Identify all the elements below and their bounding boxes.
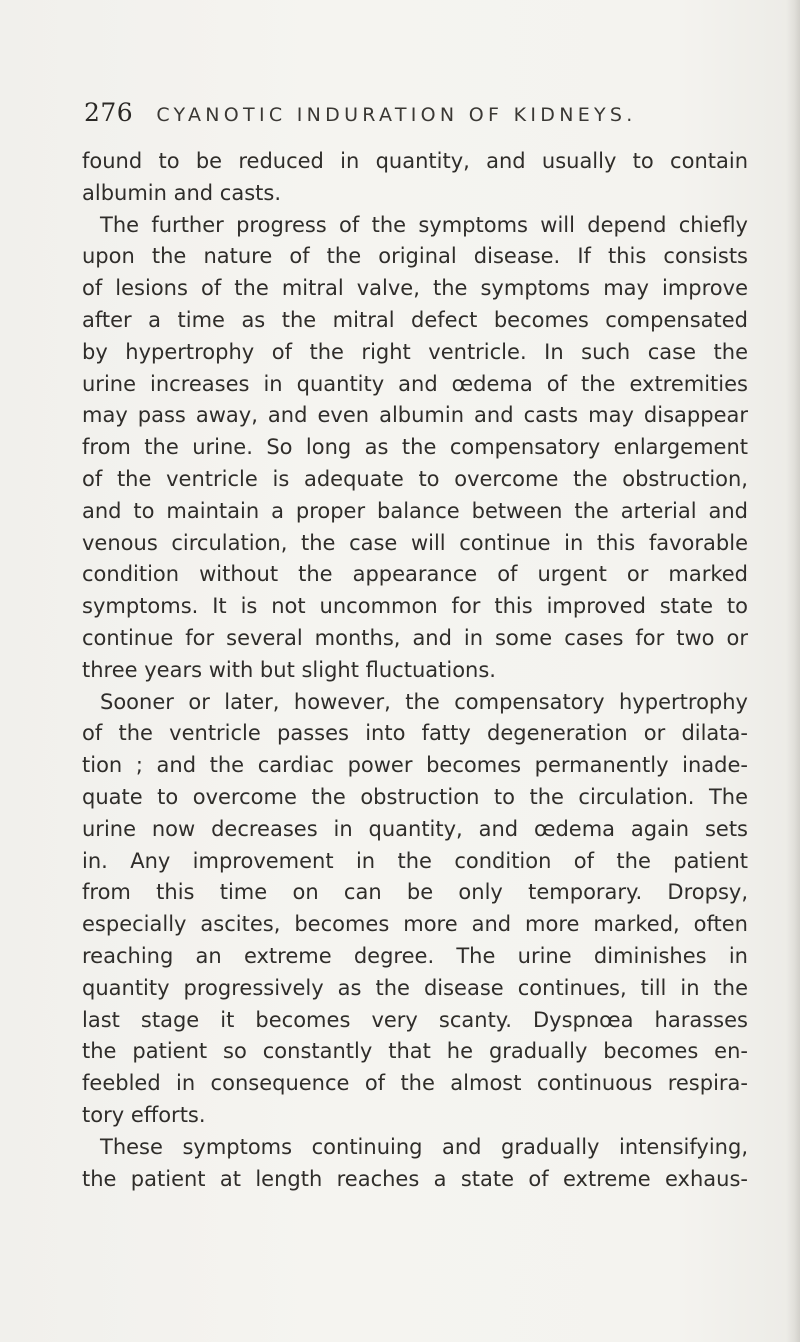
paragraph-start-line: These symptoms continuing and gradually intensifying,: [100, 1134, 748, 1159]
text-line: tion ; and the cardiac power becomes permanently inade-: [82, 753, 748, 778]
page-header: [84, 98, 764, 138]
text-line: quate to overcome the obstruction to the circulation. The: [82, 784, 748, 809]
text-line: continue for several months, and in some cases for two or: [82, 625, 748, 650]
text-line: of the ventricle passes into fatty degeneration or dilata-: [82, 721, 748, 746]
text-line: symptoms. It is not uncommon for this improved state to: [82, 594, 748, 619]
text-line: from the urine. So long as the compensatory enlargement: [82, 435, 748, 460]
text-line: condition without the appearance of urgent or marked: [82, 562, 748, 587]
text-line: urine now decreases in quantity, and œdema again sets: [82, 816, 748, 841]
text-line: tory efforts.: [82, 1102, 206, 1127]
text-line: feebled in consequence of the almost continuous respira-: [82, 1071, 748, 1096]
text-line: venous circulation, the case will continue in this favorable: [82, 530, 748, 555]
text-line: in. Any improvement in the condition of the patient: [82, 848, 748, 873]
text-line: of the ventricle is adequate to overcome the obstruction,: [82, 466, 748, 491]
text-line: upon the nature of the original disease. If this consists: [82, 244, 748, 269]
text-line: found to be reduced in quantity, and usually to contain: [82, 149, 748, 173]
page-number: 276: [84, 98, 134, 127]
text-line: especially ascites, becomes more and more marked, often: [82, 912, 748, 937]
text-line: last stage it becomes very scanty. Dyspnœa harasses: [82, 1007, 748, 1032]
text-line: urine increases in quantity and œdema of the extremities: [82, 371, 748, 396]
text-line: may pass away, and even albumin and casts may disappear: [82, 403, 748, 428]
paragraph-start-line: The further progress of the symptoms will depend chiefly: [100, 212, 748, 237]
page-edge-shadow: [786, 0, 800, 1342]
paragraph-start-line: Sooner or later, however, the compensatory hypertrophy: [100, 689, 748, 714]
running-title: CYANOTIC INDURATION OF KIDNEYS.: [156, 104, 637, 126]
text-line: of lesions of the mitral valve, the symptoms may improve: [82, 276, 748, 301]
text-line: and to maintain a proper balance between the arterial and: [82, 498, 748, 523]
text-line: quantity progressively as the disease continues, till in the: [82, 975, 748, 1000]
text-line: reaching an extreme degree. The urine diminishes in: [82, 943, 748, 968]
text-line: albumin and casts.: [82, 180, 282, 205]
text-line: three years with but slight fluctuations.: [82, 657, 496, 682]
text-line: by hypertrophy of the right ventricle. In such case the: [82, 339, 748, 364]
text-line: the patient so constantly that he gradually becomes en-: [82, 1039, 748, 1064]
text-line: from this time on can be only temporary. Dropsy,: [82, 880, 748, 905]
text-line: after a time as the mitral defect becomes compensated: [82, 307, 748, 332]
text-line: the patient at length reaches a state of extreme exhaus-: [82, 1166, 748, 1191]
body-text: [82, 146, 748, 1195]
